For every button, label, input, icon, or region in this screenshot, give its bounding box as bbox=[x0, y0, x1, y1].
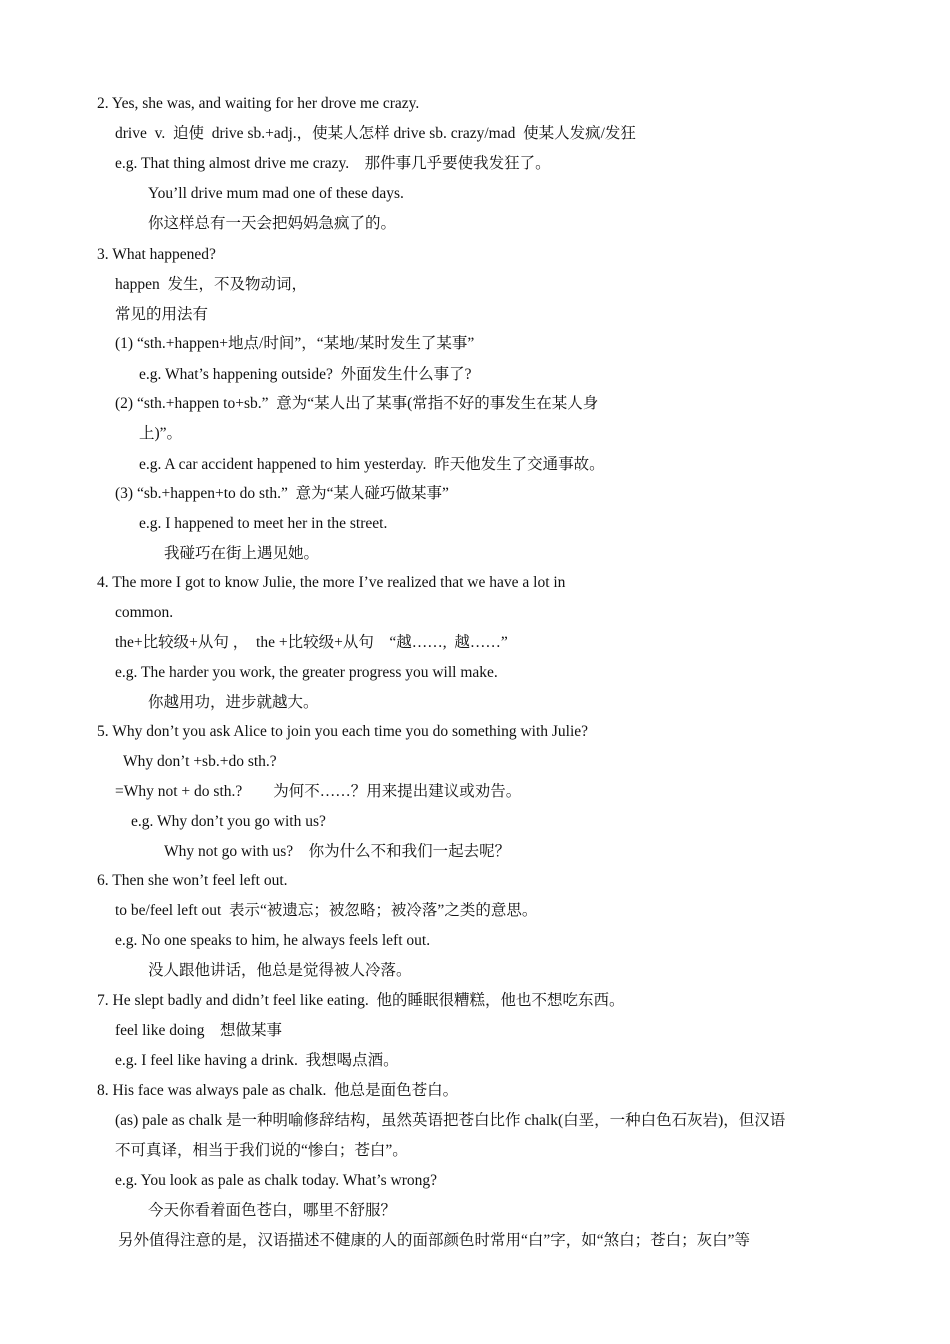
text-line: drive v. 迫使 drive sb.+adj.，使某人怎样 drive sb. crazy/mad 使某人发疯/发狂 bbox=[115, 125, 636, 142]
text-line: e.g. A car accident happened to him yesterday. 昨天他发生了交通事故。 bbox=[139, 456, 605, 473]
text-line: e.g. I happened to meet her in the street. bbox=[139, 515, 388, 532]
text-line: e.g. What’s happening outside? 外面发生什么事了? bbox=[139, 366, 472, 383]
text-line: common. bbox=[115, 604, 174, 621]
text-line: 你越用功，进步就越大。 bbox=[148, 694, 319, 711]
text-line: (as) pale as chalk 是一种明喻修辞结构，虽然英语把苍白比作 chalk(白垩，一种白色石灰岩)，但汉语 bbox=[115, 1112, 786, 1129]
text-line: 今天你看着面色苍白，哪里不舒服？ bbox=[148, 1202, 397, 1219]
text-line: 7. He slept badly and didn’t feel like eating. 他的睡眠很糟糕，他也不想吃东西。 bbox=[97, 992, 625, 1009]
text-line: =Why not + do sth.? 为何不……？用来提出建议或劝告。 bbox=[115, 783, 522, 800]
text-line: e.g. Why don’t you go with us? bbox=[131, 813, 326, 830]
text-line: happen 发生，不及物动词， bbox=[115, 276, 308, 293]
text-line: You’ll drive mum mad one of these days. bbox=[148, 185, 404, 202]
text-line: 6. Then she won’t feel left out. bbox=[97, 872, 288, 889]
text-line: 你这样总有一天会把妈妈急疯了的。 bbox=[148, 215, 397, 232]
text-line: feel like doing 想做某事 bbox=[115, 1022, 283, 1039]
text-line: e.g. You look as pale as chalk today. What’s wrong? bbox=[115, 1172, 437, 1189]
text-line: 没人跟他讲话，他总是觉得被人冷落。 bbox=[148, 962, 412, 979]
text-line: 5. Why don’t you ask Alice to join you each time you do something with Julie? bbox=[97, 723, 589, 740]
text-line: e.g. The harder you work, the greater progress you will make. bbox=[115, 664, 498, 681]
text-line: Why don’t +sb.+do sth.? bbox=[123, 753, 277, 770]
text-line: 上)”。 bbox=[139, 425, 183, 442]
text-line: 4. The more I got to know Julie, the more I’ve realized that we have a lot in bbox=[97, 574, 566, 591]
text-line: e.g. No one speaks to him, he always feels left out. bbox=[115, 932, 431, 949]
text-line: 另外值得注意的是，汉语描述不健康的人的面部颜色时常用“白”字，如“煞白；苍白；灰白”等 bbox=[118, 1232, 751, 1249]
text-line: 常见的用法有 bbox=[115, 306, 209, 323]
text-line: Why not go with us? 你为什么不和我们一起去呢？ bbox=[164, 843, 511, 860]
text-line: 3. What happened? bbox=[97, 246, 216, 263]
text-line: (1) “sth.+happen+地点/时间”，“某地/某时发生了某事” bbox=[115, 335, 475, 352]
text-line: to be/feel left out 表示“被遗忘；被忽略；被冷落”之类的意思。 bbox=[115, 902, 538, 919]
text-line: 8. His face was always pale as chalk. 他总是面色苍白。 bbox=[97, 1082, 459, 1099]
text-line: 不可真译，相当于我们说的“惨白；苍白”。 bbox=[115, 1142, 408, 1159]
text-line: 2. Yes, she was, and waiting for her drove me crazy. bbox=[97, 95, 420, 112]
text-line: (3) “sb.+happen+to do sth.” 意为“某人碰巧做某事” bbox=[115, 485, 449, 502]
text-line: (2) “sth.+happen to+sb.” 意为“某人出了某事(常指不好的事发生在某人身 bbox=[115, 395, 599, 412]
text-line: 我碰巧在街上遇见她。 bbox=[164, 545, 320, 562]
text-line: e.g. That thing almost drive me crazy. 那件事几乎要使我发狂了。 bbox=[115, 155, 551, 172]
text-line: the+比较级+从句 ， the +比较级+从句 “越……, 越……” bbox=[115, 634, 508, 651]
text-line: e.g. I feel like having a drink. 我想喝点酒。 bbox=[115, 1052, 399, 1069]
